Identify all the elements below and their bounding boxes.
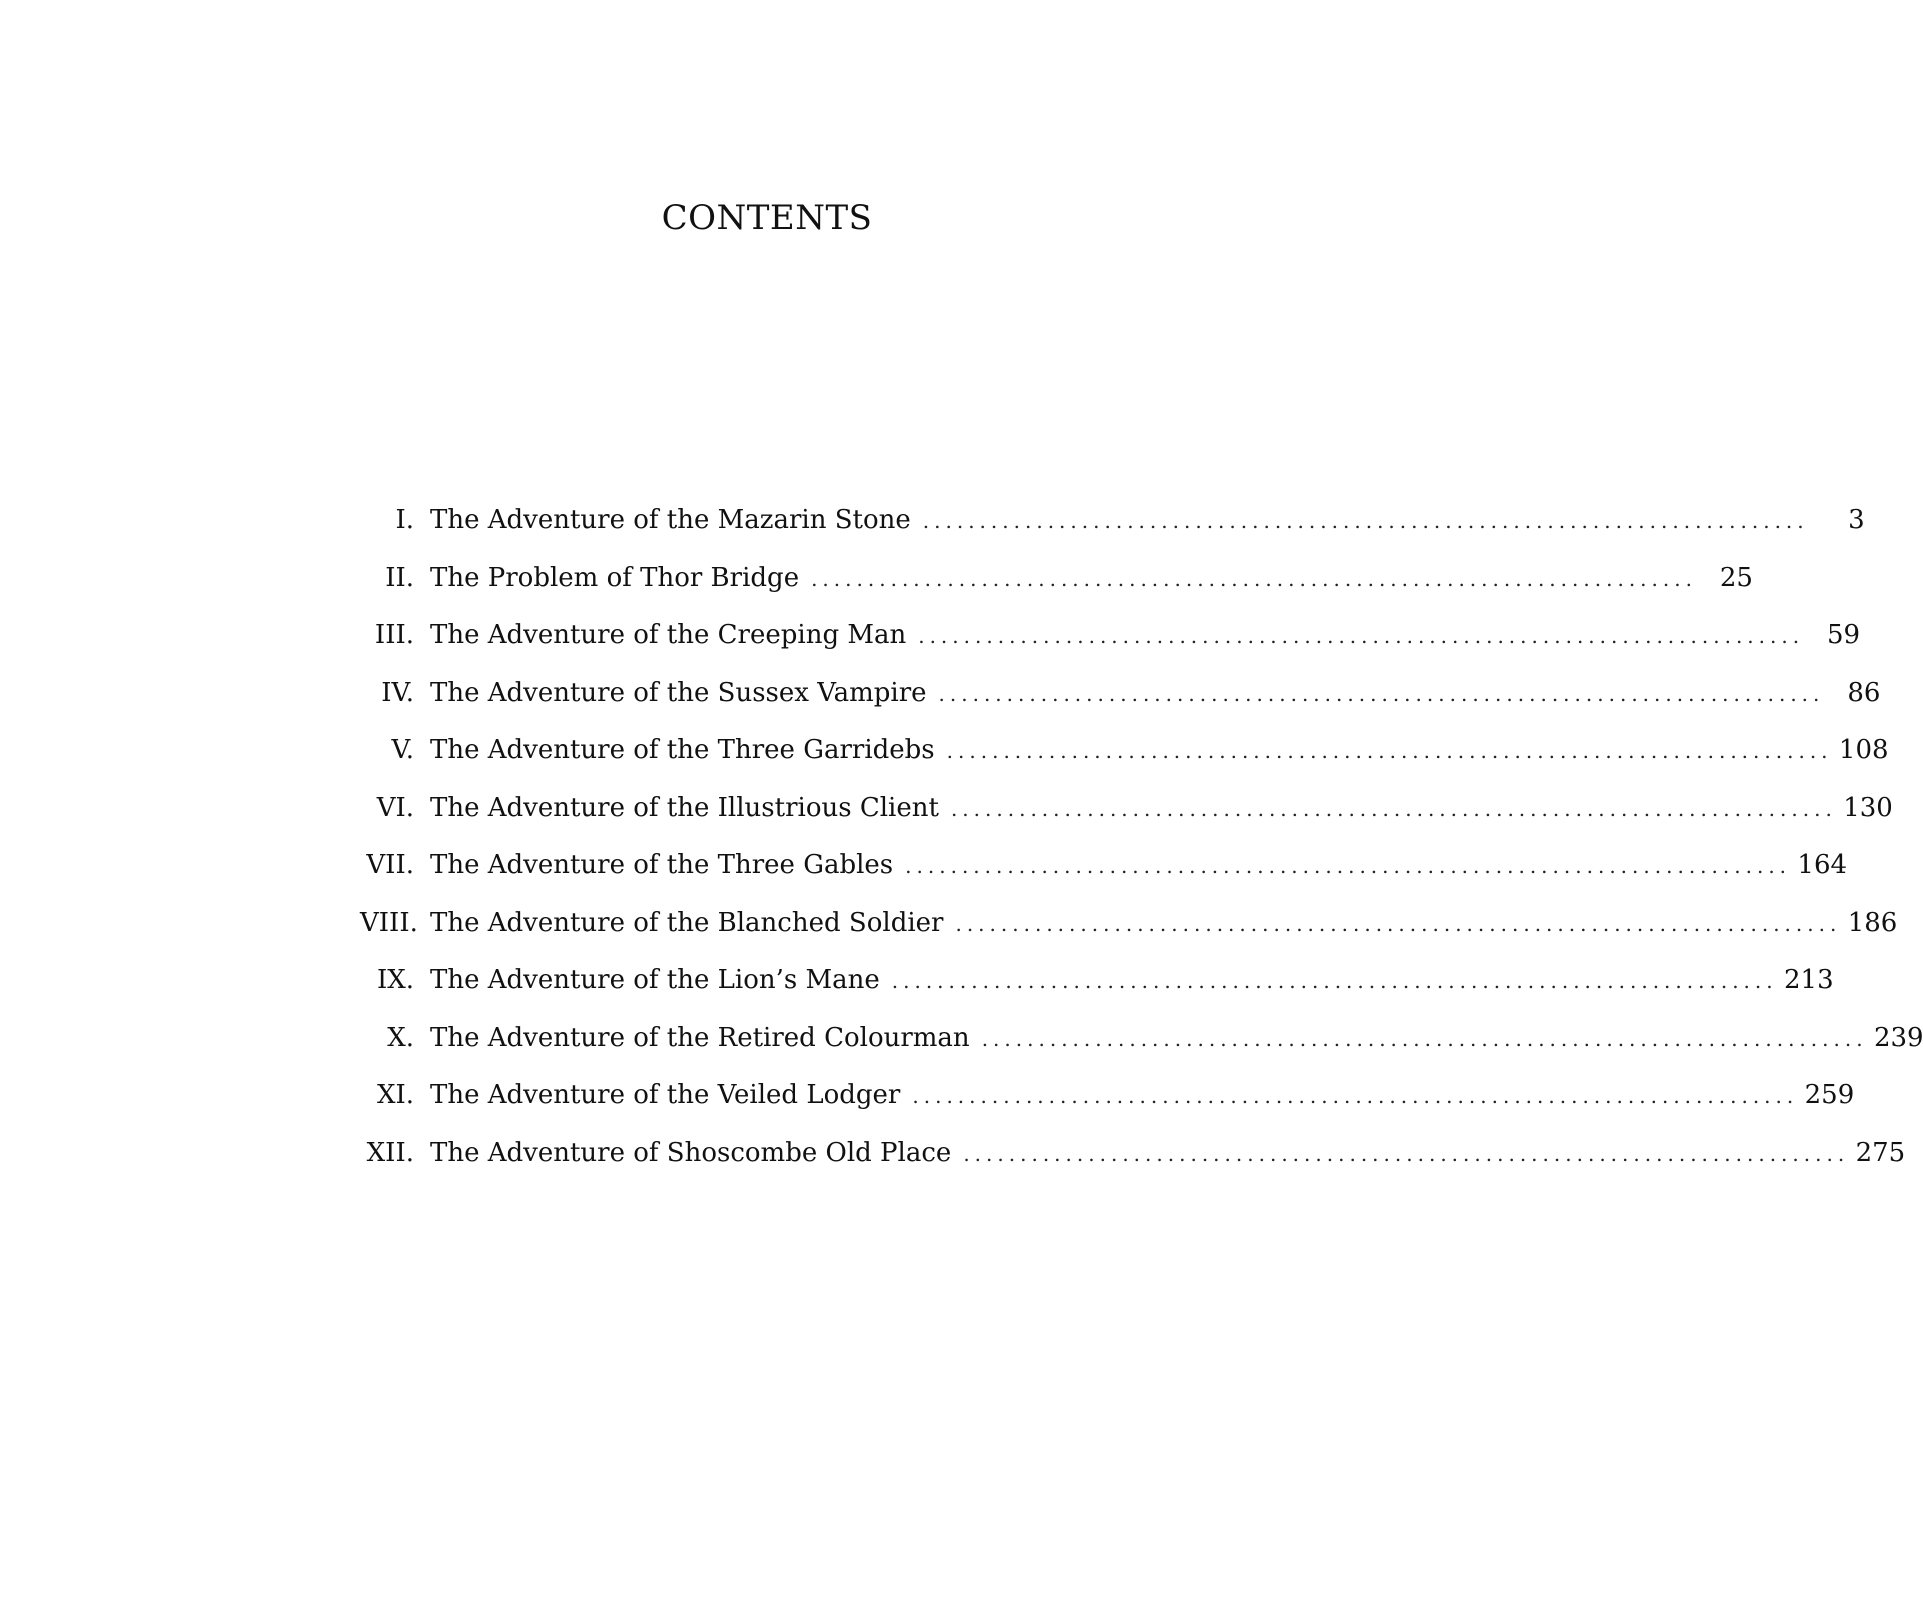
chapter-numeral: VI.: [376, 792, 414, 823]
dot-leader: ..............................................................................: [912, 1084, 1799, 1108]
chapter-title: The Adventure of Shoscombe Old Place: [430, 1137, 952, 1168]
page-number: 213: [1784, 965, 1834, 995]
chapter-numeral: I.: [395, 505, 414, 535]
chapter-title: The Adventure of the Mazarin Stone: [430, 505, 911, 535]
toc-entry[interactable]: [360, 1075, 1855, 1133]
chapter-numeral: II.: [385, 562, 414, 593]
toc-entry[interactable]: [360, 730, 1889, 788]
page-number: 108: [1838, 735, 1889, 765]
page-number: 25: [1719, 562, 1753, 593]
page-number: 239: [1873, 1022, 1924, 1053]
chapter-numeral: V.: [391, 735, 414, 765]
page-number: 259: [1804, 1080, 1855, 1110]
page-title: CONTENTS: [661, 198, 873, 238]
dot-leader: ..............................................................................: [918, 624, 1805, 648]
chapter-title: The Adventure of the Sussex Vampire: [430, 677, 927, 708]
dot-leader: ..............................................................................: [963, 1141, 1850, 1166]
dot-leader: ..............................................................................: [905, 854, 1792, 878]
toc-entry[interactable]: [360, 500, 1865, 558]
chapter-title: The Adventure of the Illustrious Client: [430, 792, 939, 823]
chapter-numeral: X.: [387, 1022, 414, 1053]
page-number: 86: [1847, 677, 1881, 708]
chapter-title: The Adventure of the Retired Colourman: [430, 1022, 970, 1053]
toc-entry[interactable]: [360, 1018, 1924, 1076]
chapter-numeral: VII.: [366, 850, 414, 880]
page-number: 59: [1827, 620, 1861, 650]
page-number: 3: [1848, 505, 1865, 535]
dot-leader: ..............................................................................: [891, 969, 1778, 993]
dot-leader: ..............................................................................: [950, 796, 1837, 821]
chapter-numeral: IV.: [381, 677, 414, 708]
dot-leader: ..............................................................................: [946, 739, 1833, 763]
chapter-title: The Adventure of the Creeping Man: [430, 620, 907, 650]
page-number: 164: [1797, 850, 1848, 880]
page-number: 130: [1843, 792, 1893, 823]
chapter-title: The Adventure of the Veiled Lodger: [430, 1080, 901, 1110]
toc-entry[interactable]: [360, 615, 1861, 673]
toc-entry[interactable]: [360, 845, 1848, 903]
toc-entry[interactable]: [360, 558, 1753, 616]
toc-entry[interactable]: [360, 960, 1834, 1018]
chapter-title: The Problem of Thor Bridge: [430, 562, 800, 593]
page-number: 186: [1847, 907, 1898, 938]
page-number: 275: [1855, 1137, 1906, 1168]
dot-leader: ..............................................................................: [981, 1026, 1868, 1051]
chapter-numeral: VIII.: [360, 907, 418, 938]
toc-entry[interactable]: [360, 673, 1881, 731]
chapter-numeral: XI.: [376, 1080, 414, 1110]
chapter-title: The Adventure of the Lion’s Mane: [430, 965, 880, 995]
dot-leader: ..............................................................................: [922, 509, 1809, 533]
chapter-numeral: III.: [374, 620, 414, 650]
chapter-title: The Adventure of the Three Garridebs: [430, 735, 935, 765]
toc-entry[interactable]: [360, 788, 1893, 846]
dot-leader: ..............................................................................: [955, 911, 1842, 936]
table-of-contents: [360, 500, 1924, 1190]
chapter-numeral: XII.: [366, 1137, 414, 1168]
dot-leader: ..............................................................................: [811, 566, 1697, 591]
toc-entry[interactable]: [360, 903, 1898, 961]
toc-entry[interactable]: [360, 1133, 1906, 1191]
chapter-title: The Adventure of the Blanched Soldier: [430, 907, 944, 938]
dot-leader: ..............................................................................: [938, 681, 1825, 706]
chapter-title: The Adventure of the Three Gables: [430, 850, 894, 880]
chapter-numeral: IX.: [376, 965, 414, 995]
